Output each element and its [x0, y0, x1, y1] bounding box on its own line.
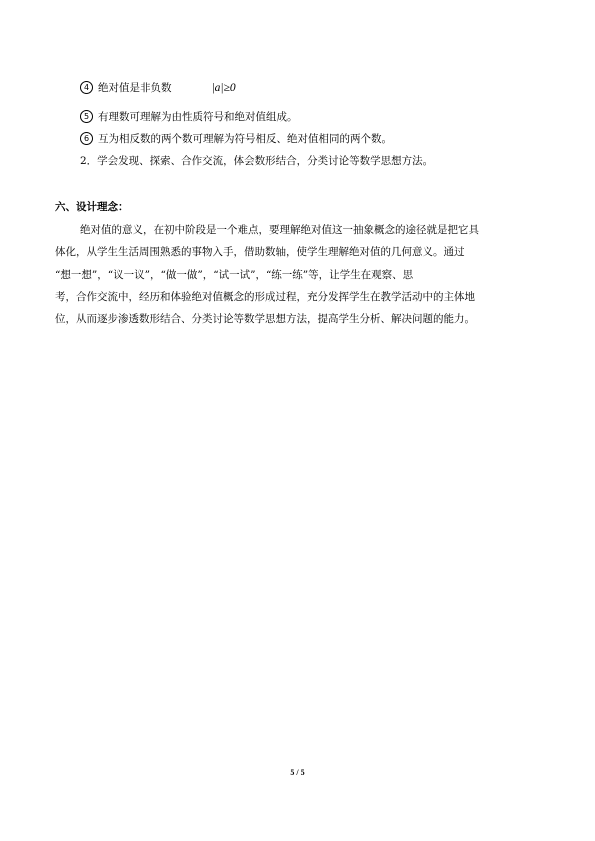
circled-number: 6 [80, 132, 93, 145]
list-item-4 [80, 81, 236, 95]
list-item-5 [80, 110, 298, 124]
item-text: 有理数可理解为由性质符号和绝对值组成。 [98, 111, 298, 123]
paragraph-line: “想一想”，“议一议”，“做一做”，“试一试”，“练一练”等，让学生在观察、思 [55, 269, 414, 281]
circled-number: 5 [80, 110, 93, 123]
item-text: 互为相反数的两个数可理解为符号相反、绝对值相同的两个数。 [98, 133, 392, 145]
section-title: 六、设计理念： [55, 201, 129, 213]
paragraph-line: 位，从而逐步渗透数形结合、分类讨论等数学思想方法，提高学生分析、解决问题的能力。 [55, 313, 475, 325]
item-text: 绝对值是非负数 [98, 82, 172, 94]
paragraph-line: 体化，从学生生活周围熟悉的事物入手，借助数轴，使学生理解绝对值的几何意义。通过 [55, 246, 465, 258]
page-number: 5 / 5 [290, 768, 305, 777]
formula: |a|≥0 [211, 82, 236, 94]
paragraph-line: 绝对值的意义，在初中阶段是一个难点，要理解绝对值这一抽象概念的途径就是把它具 [80, 224, 479, 236]
list-item-6 [80, 132, 392, 146]
point-2: 2．学会发现、探索、合作交流，体会数形结合，分类讨论等数学思想方法。 [80, 155, 434, 167]
paragraph-line: 考，合作交流中，经历和体验绝对值概念的形成过程，充分发挥学生在教学活动中的主体地 [55, 291, 475, 303]
circled-number: 4 [80, 81, 93, 94]
